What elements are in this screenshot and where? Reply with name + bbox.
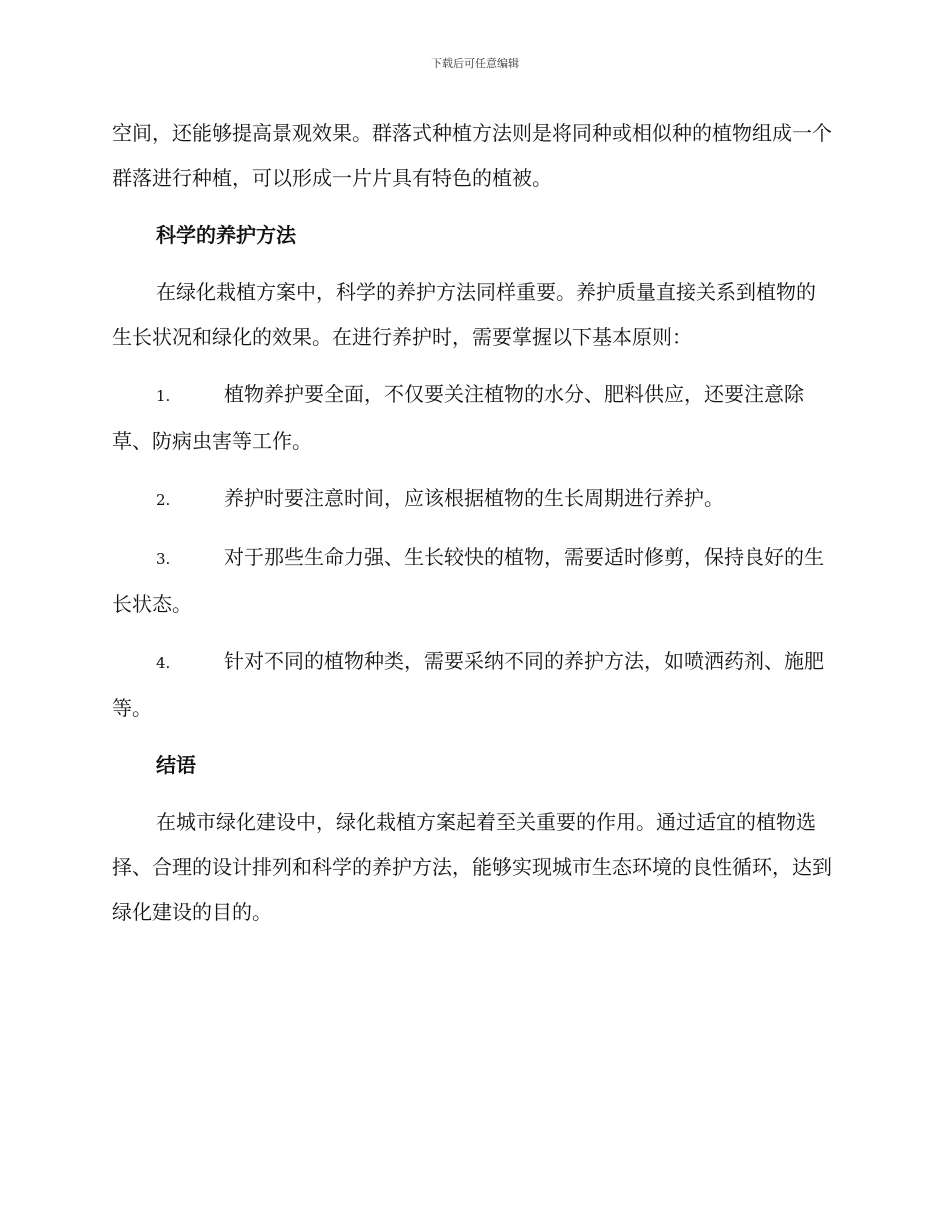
- conclusion-paragraph: 在城市绿化建设中，绿化栽植方案起着至关重要的作用。通过适宜的植物选择、合理的设计排列和科学的养护方法，能够实现城市生态环境的良性循环，达到绿化建设的目的。: [112, 810, 832, 924]
- list-item: [112, 476, 832, 523]
- intro-paragraph: 空间，还能够提高景观效果。群落式种植方法则是将同种或相似种的植物组成一个群落进行种植，可以形成一片片具有特色的植被。: [112, 121, 832, 190]
- section-heading-maintenance: 科学的养护方法: [156, 223, 296, 247]
- list-item-text: 针对不同的植物种类，需要采纳不同的养护方法，如喷洒药剂、施肥等。: [112, 649, 824, 720]
- list-item-text: 植物养护要全面，不仅要关注植物的水分、肥料供应，还要注意除草、防病虫害等工作。: [112, 382, 804, 453]
- list-item-text: 养护时要注意时间，应该根据植物的生长周期进行养护。: [224, 486, 724, 510]
- list-item-number: 3.: [156, 550, 171, 568]
- list-item-number: 1.: [156, 387, 171, 405]
- section-heading-conclusion: 结语: [156, 753, 196, 777]
- list-item: [112, 535, 832, 627]
- list-item-number: 4.: [156, 654, 171, 672]
- document-body: [112, 111, 832, 935]
- list-item-number: 2.: [156, 491, 171, 509]
- page-header: 下载后可任意编辑: [431, 57, 519, 70]
- list-item: [112, 372, 832, 464]
- list-item: [112, 639, 832, 731]
- list-item-text: 对于那些生命力强、生长较快的植物，需要适时修剪，保持良好的生长状态。: [112, 545, 824, 616]
- maintenance-paragraph: 在绿化栽植方案中，科学的养护方法同样重要。养护质量直接关系到植物的生长状况和绿化的效果。在进行养护时，需要掌握以下基本原则：: [112, 280, 816, 349]
